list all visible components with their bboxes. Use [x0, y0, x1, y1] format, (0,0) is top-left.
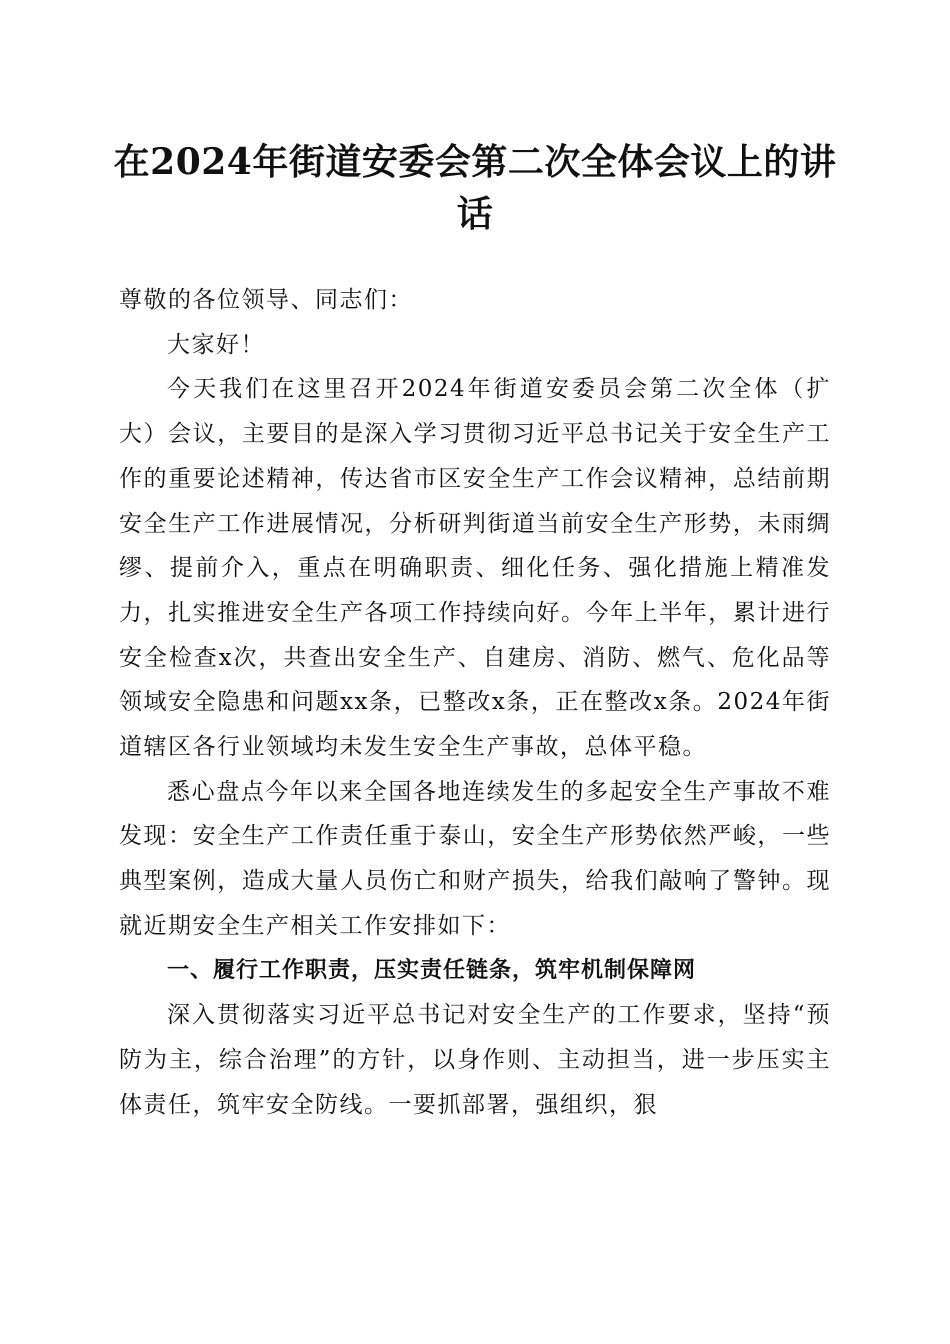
salutation: 尊敬的各位领导、同志们： — [119, 287, 413, 313]
body-paragraph-1: 今天我们在这里召开2024年街道安委员会第二次全体（扩大）会议，主要目的是深入学习贯彻习近平总书记关于安全生产工作的重要论述精神，传达省市区安全生产工作会议精神，总结前期安全生产工作进展情况，分析研判街道当前安全生产形势，未雨绸缪、提前介入，重点在明确职责、细化任务、强化措施上精准发力，扎实推进安全生产各项工作持续向好。今年上半年，累计进行安全检查x次，共查出安全生产、自建房、消防、燃气、危化品等领域安全隐患和问题xx条，已整改x条，正在整改x条。2024年街道辖区各行业领域均未发生安全生产事故，总体平稳。 — [119, 376, 831, 761]
document-body — [119, 278, 831, 1127]
section-heading: 一、履行工作职责，压实责任链条，筑牢机制保障网 — [167, 957, 697, 983]
greeting: 大家好！ — [167, 331, 265, 358]
section-paragraph: 深入贯彻落实习近平总书记对安全生产的工作要求，坚持“预防为主，综合治理”的方针，以身作则、主动担当，进一步压实主体责任，筑牢安全防线。一要抓部署，强组织，狠 — [119, 1002, 831, 1118]
document-title: 在2024年街道安委会第二次全体会议上的讲话 — [113, 141, 837, 235]
body-paragraph-2: 悉心盘点今年以来全国各地连续发生的多起安全生产事故不难发现：安全生产工作责任重于泰山，安全生产形势依然严峻，一些典型案例，造成大量人员伤亡和财产损失，给我们敲响了警钟。现就近期安全生产相关工作安排如下： — [119, 778, 831, 939]
